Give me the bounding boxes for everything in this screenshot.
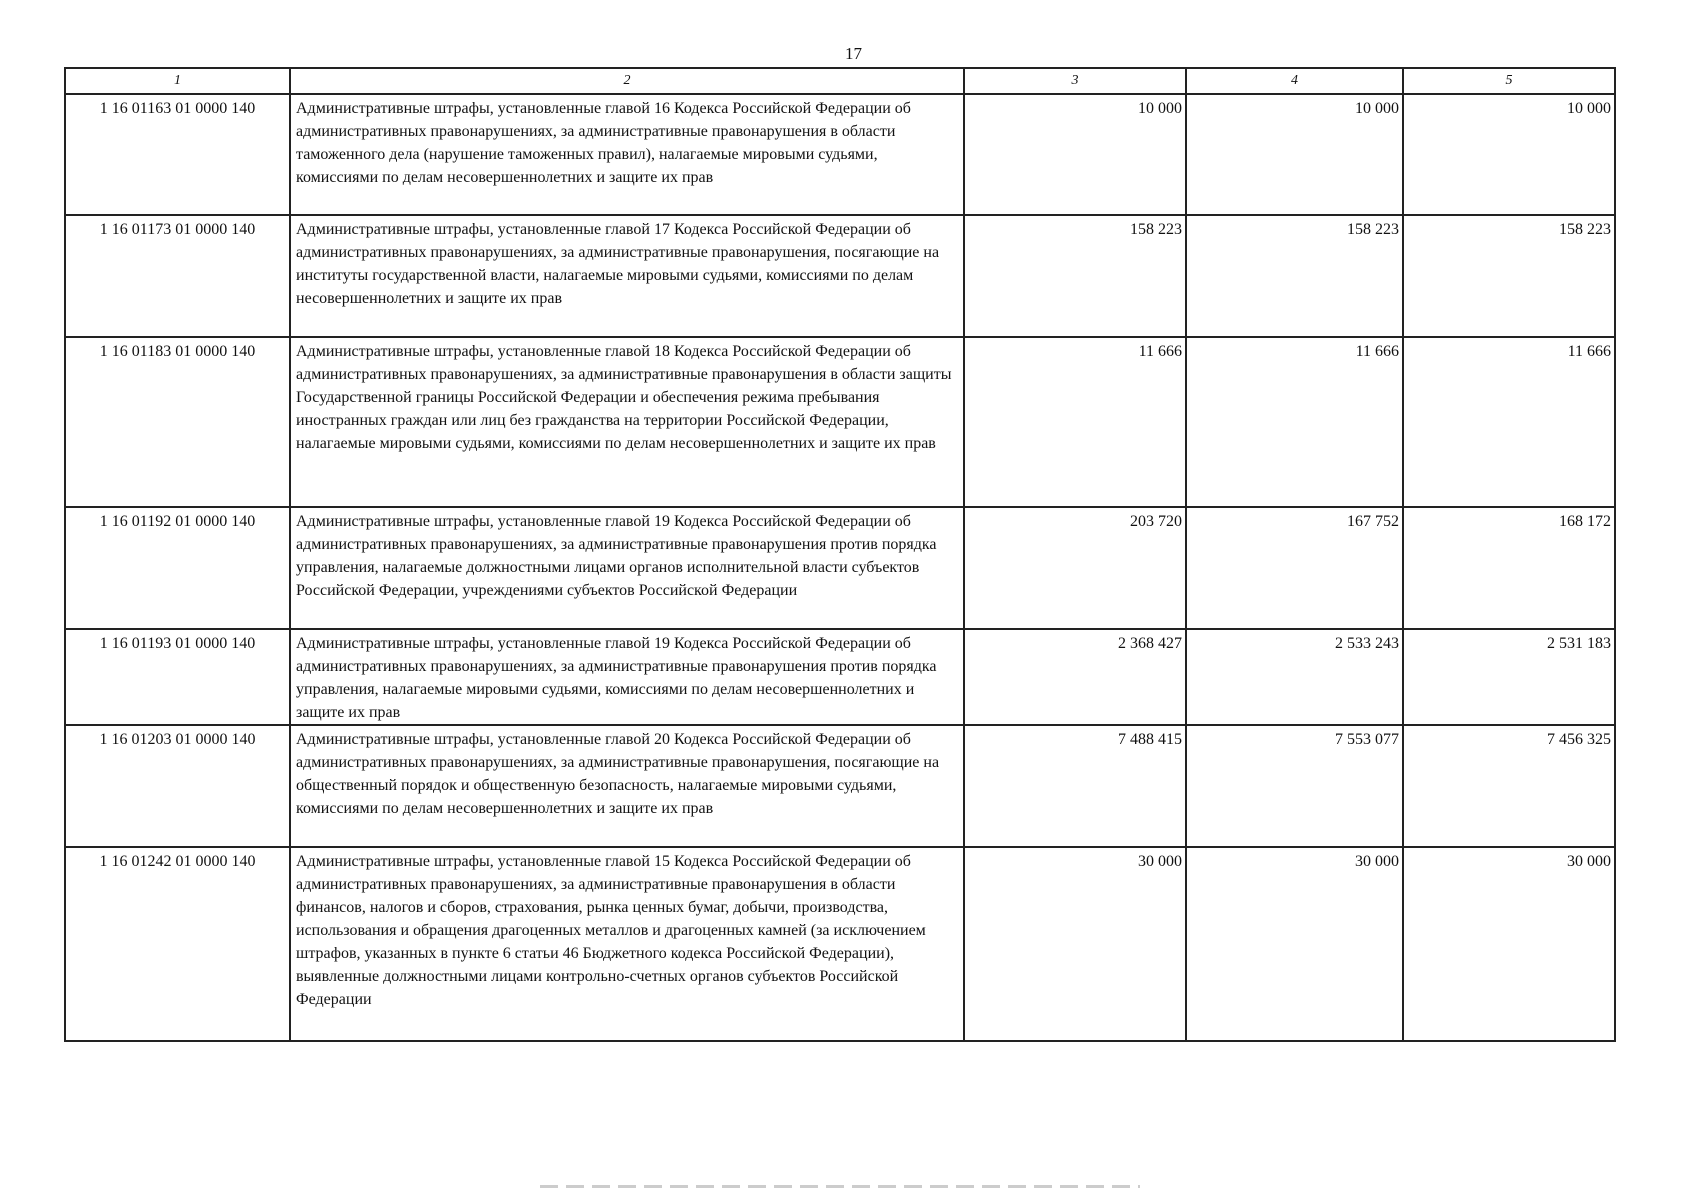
budget-code-cell: 1 16 01183 01 0000 140: [65, 337, 290, 507]
table-row: [65, 629, 1615, 725]
description-cell: Административные штрафы, установленные главой 17 Кодекса Российской Федерации об административных правонарушениях, за административные правонарушения, посягающие на институты государственной власти, налагаемые мировыми судьями, комиссиями по делам несовершеннолетних и защите их прав: [290, 215, 964, 337]
description-cell: Административные штрафы, установленные главой 19 Кодекса Российской Федерации об административных правонарушениях, за административные правонарушения против порядка управления, налагаемые должностными лицами органов исполнительной власти субъектов Российской Федерации, учреждениями субъектов Российской Федерации: [290, 507, 964, 629]
budget-code-cell: 1 16 01193 01 0000 140: [65, 629, 290, 725]
table-row: [65, 725, 1615, 847]
description-cell: Административные штрафы, установленные главой 18 Кодекса Российской Федерации об административных правонарушениях, за административные правонарушения в области защиты Государственной границы Российской Федерации и обеспечения режима пребывания иностранных граждан или лиц без гражданства на территории Российской Федерации, налагаемые мировыми судьями, комиссиями по делам несовершеннолетних и защите их прав: [290, 337, 964, 507]
value-cell-4: 11 666: [1186, 337, 1403, 507]
value-cell-3: 10 000: [964, 94, 1186, 215]
value-cell-3: 11 666: [964, 337, 1186, 507]
value-cell-5: 7 456 325: [1403, 725, 1615, 847]
value-cell-3: 30 000: [964, 847, 1186, 1041]
value-cell-4: 7 553 077: [1186, 725, 1403, 847]
table-header-row: [65, 68, 1615, 94]
column-header: 2: [290, 68, 964, 94]
value-cell-3: 2 368 427: [964, 629, 1186, 725]
table-row: [65, 337, 1615, 507]
description-cell: Административные штрафы, установленные главой 15 Кодекса Российской Федерации об административных правонарушениях, за административные правонарушения в области финансов, налогов и сборов, страхования, рынка ценных бумаг, добычи, производства, использования и обращения драгоценных металлов и драгоценных камней (за исключением штрафов, указанных в пункте 6 статьи 46 Бюджетного кодекса Российской Федерации), выявленные должностными лицами контрольно-счетных органов субъектов Российской Федерации: [290, 847, 964, 1041]
table-row: [65, 847, 1615, 1041]
value-cell-5: 2 531 183: [1403, 629, 1615, 725]
budget-code-cell: 1 16 01203 01 0000 140: [65, 725, 290, 847]
table-row: [65, 94, 1615, 215]
value-cell-4: 158 223: [1186, 215, 1403, 337]
scan-artifact: [540, 1185, 1140, 1188]
budget-code-cell: 1 16 01192 01 0000 140: [65, 507, 290, 629]
table-row: [65, 507, 1615, 629]
value-cell-5: 158 223: [1403, 215, 1615, 337]
revenue-table: [64, 67, 1616, 1042]
value-cell-3: 7 488 415: [964, 725, 1186, 847]
value-cell-4: 30 000: [1186, 847, 1403, 1041]
page-number: 17: [845, 44, 862, 63]
value-cell-5: 11 666: [1403, 337, 1615, 507]
value-cell-3: 158 223: [964, 215, 1186, 337]
column-header: 3: [964, 68, 1186, 94]
column-header: 4: [1186, 68, 1403, 94]
value-cell-5: 168 172: [1403, 507, 1615, 629]
value-cell-4: 2 533 243: [1186, 629, 1403, 725]
value-cell-4: 167 752: [1186, 507, 1403, 629]
description-cell: Административные штрафы, установленные главой 19 Кодекса Российской Федерации об административных правонарушениях, за административные правонарушения против порядка управления, налагаемые мировыми судьями, комиссиями по делам несовершеннолетних и защите их прав: [290, 629, 964, 725]
description-cell: Административные штрафы, установленные главой 16 Кодекса Российской Федерации об административных правонарушениях, за административные правонарушения в области таможенного дела (нарушение таможенных правил), налагаемые мировыми судьями, комиссиями по делам несовершеннолетних и защите их прав: [290, 94, 964, 215]
column-header: 1: [65, 68, 290, 94]
budget-code-cell: 1 16 01163 01 0000 140: [65, 94, 290, 215]
table-row: [65, 215, 1615, 337]
budget-code-cell: 1 16 01173 01 0000 140: [65, 215, 290, 337]
value-cell-3: 203 720: [964, 507, 1186, 629]
value-cell-4: 10 000: [1186, 94, 1403, 215]
description-cell: Административные штрафы, установленные главой 20 Кодекса Российской Федерации об административных правонарушениях, за административные правонарушения, посягающие на общественный порядок и общественную безопасность, налагаемые мировыми судьями, комиссиями по делам несовершеннолетних и защите их прав: [290, 725, 964, 847]
value-cell-5: 10 000: [1403, 94, 1615, 215]
column-header: 5: [1403, 68, 1615, 94]
budget-code-cell: 1 16 01242 01 0000 140: [65, 847, 290, 1041]
value-cell-5: 30 000: [1403, 847, 1615, 1041]
